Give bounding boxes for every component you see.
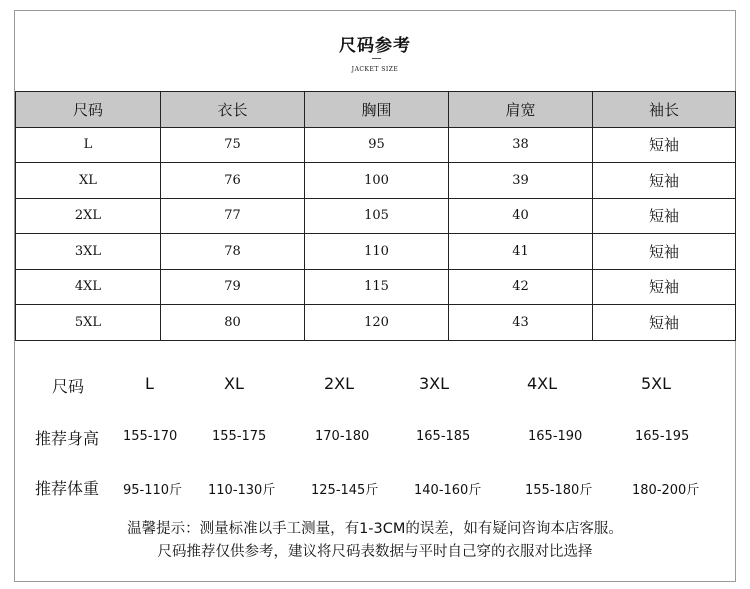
recommend-height: 165-185 — [416, 429, 471, 444]
cell-shoulder: 42 — [449, 269, 593, 305]
recommend-size: 2XL — [324, 374, 355, 393]
cell-chest: 115 — [305, 269, 449, 305]
table-row — [16, 163, 736, 199]
table-row — [16, 234, 736, 270]
recommend-height: 165-190 — [528, 429, 583, 444]
cell-sleeve: 短袖 — [593, 163, 736, 199]
size-table — [15, 91, 736, 341]
cell-chest: 95 — [305, 127, 449, 163]
cell-sleeve: 短袖 — [593, 305, 736, 341]
cell-length: 79 — [161, 269, 305, 305]
cell-shoulder: 43 — [449, 305, 593, 341]
cell-length: 80 — [161, 305, 305, 341]
table-row — [16, 305, 736, 341]
table-row — [16, 127, 736, 163]
cell-size: 3XL — [16, 234, 161, 270]
header-length: 衣长 — [161, 92, 305, 128]
cell-length: 75 — [161, 127, 305, 163]
header-size: 尺码 — [16, 92, 161, 128]
recommend-weight: 180-200斤 — [632, 483, 700, 498]
recommend-weight-row — [0, 476, 750, 500]
cell-size: L — [16, 127, 161, 163]
recommend-weight-label: 推荐体重 — [35, 479, 100, 498]
header-chest: 胸围 — [305, 92, 449, 128]
header-shoulder: 肩宽 — [449, 92, 593, 128]
recommend-size: 5XL — [641, 374, 672, 393]
recommend-size: L — [145, 374, 154, 393]
cell-shoulder: 40 — [449, 198, 593, 234]
recommend-size: XL — [224, 374, 244, 393]
cell-length: 78 — [161, 234, 305, 270]
cell-shoulder: 38 — [449, 127, 593, 163]
table-row — [16, 269, 736, 305]
title-divider — [372, 58, 381, 59]
recommend-weight: 125-145斤 — [311, 483, 379, 498]
cell-chest: 110 — [305, 234, 449, 270]
recommend-height: 170-180 — [315, 429, 370, 444]
tip-line-1: 温馨提示：测量标准以手工测量，有1-3CM的误差，如有疑问咨询本店客服。 — [127, 521, 623, 537]
recommend-height: 155-175 — [212, 429, 267, 444]
recommend-size-label: 尺码 — [52, 377, 85, 396]
cell-sleeve: 短袖 — [593, 198, 736, 234]
recommend-weight: 95-110斤 — [123, 483, 183, 498]
recommend-height: 155-170 — [123, 429, 178, 444]
cell-shoulder: 41 — [449, 234, 593, 270]
table-row — [16, 198, 736, 234]
cell-chest: 105 — [305, 198, 449, 234]
cell-length: 76 — [161, 163, 305, 199]
cell-chest: 100 — [305, 163, 449, 199]
page-title: 尺码参考 — [339, 36, 411, 56]
recommend-weight: 155-180斤 — [525, 483, 593, 498]
size-table-header-row — [16, 92, 736, 128]
cell-size: 2XL — [16, 198, 161, 234]
cell-sleeve: 短袖 — [593, 234, 736, 270]
tip-line-2: 尺码推荐仅供参考，建议将尺码表数据与平时自己穿的衣服对比选择 — [157, 544, 593, 560]
cell-size: XL — [16, 163, 161, 199]
recommend-size-row — [0, 374, 750, 398]
recommend-weight: 110-130斤 — [208, 483, 276, 498]
recommend-size: 3XL — [419, 374, 450, 393]
cell-sleeve: 短袖 — [593, 127, 736, 163]
header-sleeve: 袖长 — [593, 92, 736, 128]
cell-length: 77 — [161, 198, 305, 234]
cell-shoulder: 39 — [449, 163, 593, 199]
cell-size: 4XL — [16, 269, 161, 305]
page-subtitle: JACKET SIZE — [351, 66, 399, 73]
recommend-height-label: 推荐身高 — [35, 429, 100, 448]
recommend-height-row — [0, 426, 750, 450]
cell-size: 5XL — [16, 305, 161, 341]
cell-chest: 120 — [305, 305, 449, 341]
recommend-size: 4XL — [527, 374, 558, 393]
recommend-weight: 140-160斤 — [414, 483, 482, 498]
recommend-height: 165-195 — [635, 429, 690, 444]
cell-sleeve: 短袖 — [593, 269, 736, 305]
